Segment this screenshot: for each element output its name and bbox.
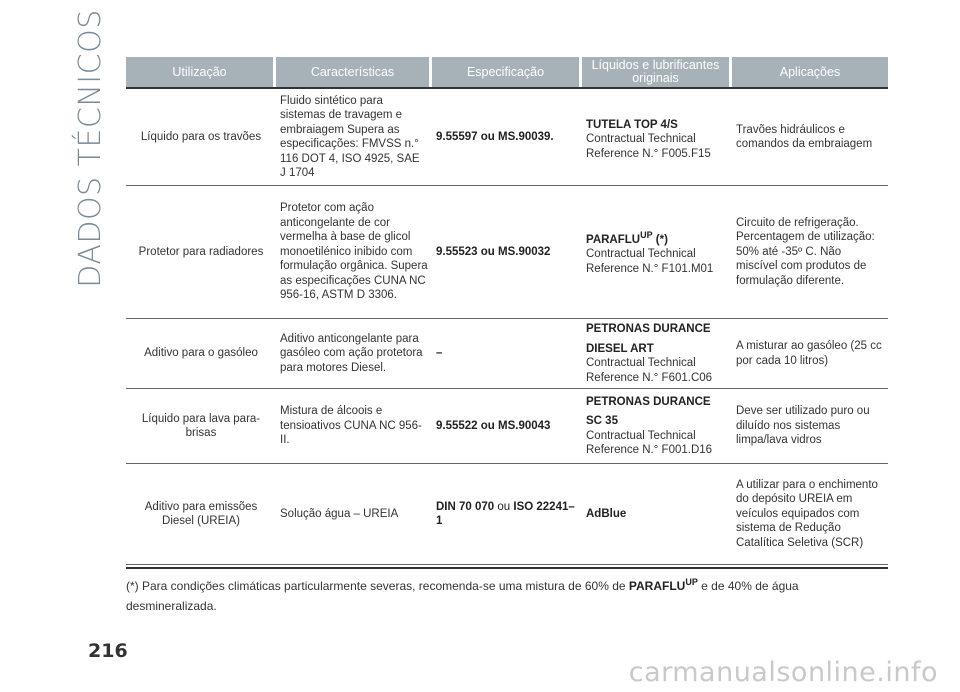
- header-especificacao: Especificação: [432, 57, 582, 87]
- footnote: [126, 567, 888, 616]
- liquid-sup: UP: [640, 229, 653, 240]
- liquid-reference: Contractual Technical Reference N.° F001.D16: [586, 429, 713, 456]
- cell-use: Líquido para os travões: [126, 87, 276, 186]
- header-aplicacoes: Aplicações: [732, 57, 888, 87]
- cell-liquid: [582, 87, 732, 186]
- cell-spec: 9.55597 ou MS.90039.: [432, 87, 582, 186]
- cell-features: Solução água – UREIA: [276, 464, 432, 565]
- liquid-reference: Contractual Technical Reference N.° F005.F15: [586, 133, 711, 160]
- cell-application: A misturar ao gasóleo (25 cc por cada 10 litros): [732, 319, 888, 389]
- header-caracteristicas: Características: [276, 57, 432, 87]
- table-row: [126, 87, 888, 186]
- cell-liquid: [582, 389, 732, 464]
- cell-features: Fluido sintético para sistemas de travagem e embraiagem Supera as especificações: FMVSS n.° 116 DOT 4, ISO 4925, SAE J 1704: [276, 87, 432, 186]
- table-row: [126, 389, 888, 464]
- footnote-product: PARAFLU: [628, 579, 686, 593]
- cell-features: Aditivo anticongelante para gasóleo com ação protetora para motores Diesel.: [276, 319, 432, 389]
- cell-liquid: [582, 319, 732, 389]
- spec-or: ou: [494, 500, 514, 513]
- liquid-reference: Contractual Technical Reference N.° F101.M01: [586, 248, 714, 275]
- header-utilizacao: Utilização: [126, 57, 276, 87]
- cell-application: A utilizar para o enchimento do depósito UREIA em veículos equipados com sistema de Redução Catalítica Seletiva (SCR): [732, 464, 888, 565]
- liquid-name: PETRONAS DURANCE DIESEL ART: [586, 323, 711, 355]
- cell-features: Protetor com ação anticongelante de cor vermelha à base de glicol monoetilénico inibido com formulação orgânica. Supera as especificações CUNA NC 956-16, ASTM D 3306.: [276, 186, 432, 319]
- cell-liquid: [582, 186, 732, 319]
- spec-part-1: DIN 70 070: [436, 500, 495, 513]
- liquid-name: TUTELA TOP 4/S: [586, 118, 678, 131]
- liquid-name: PETRONAS DURANCE SC 35: [586, 395, 711, 427]
- table-row: [126, 464, 888, 565]
- footnote-text-before: (*) Para condições climáticas particularmente severas, recomenda-se uma mistura de 60% de: [126, 579, 629, 593]
- section-title: DADOS TÉCNICOS: [72, 9, 108, 288]
- cell-spec: 9.55522 ou MS.90043: [432, 389, 582, 464]
- cell-application: Travões hidráulicos e comandos da embraiagem: [732, 87, 888, 186]
- cell-use: Líquido para lava para-brisas: [126, 389, 276, 464]
- table-row: [126, 319, 888, 389]
- footnote-product-sup: UP: [685, 577, 698, 587]
- cell-application: Circuito de refrigeração. Percentagem de utilização: 50% até -35º C. Não miscível com produtos de formulação diferente.: [732, 186, 888, 319]
- table-header: [126, 57, 888, 87]
- header-liquidos: Líquidos e lubrificantes originais: [582, 57, 732, 87]
- liquid-reference: Contractual Technical Reference N.° F601.C06: [586, 357, 713, 384]
- footnote-text-after: e de 40% de água desmineralizada.: [126, 579, 799, 613]
- cell-features: Mistura de álcoois e tensioativos CUNA NC 956-II.: [276, 389, 432, 464]
- cell-spec: –: [432, 319, 582, 389]
- liquid-name: PARAFLU: [586, 233, 641, 246]
- spec-part-2: ISO 22241–1: [436, 500, 575, 527]
- technical-data-table: [126, 57, 888, 565]
- watermark: carmanualsonline.info: [628, 657, 938, 688]
- cell-use: Protetor para radiadores: [126, 186, 276, 319]
- cell-spec: [432, 464, 582, 565]
- cell-use: Aditivo para emissões Diesel (UREIA): [126, 464, 276, 565]
- page-number: 216: [88, 640, 128, 662]
- cell-spec: 9.55523 ou MS.90032: [432, 186, 582, 319]
- liquid-suffix: (*): [652, 233, 668, 246]
- cell-liquid: AdBlue: [582, 464, 732, 565]
- cell-use: Aditivo para o gasóleo: [126, 319, 276, 389]
- table-row: [126, 186, 888, 319]
- cell-application: Deve ser utilizado puro ou diluído nos sistemas limpa/lava vidros: [732, 389, 888, 464]
